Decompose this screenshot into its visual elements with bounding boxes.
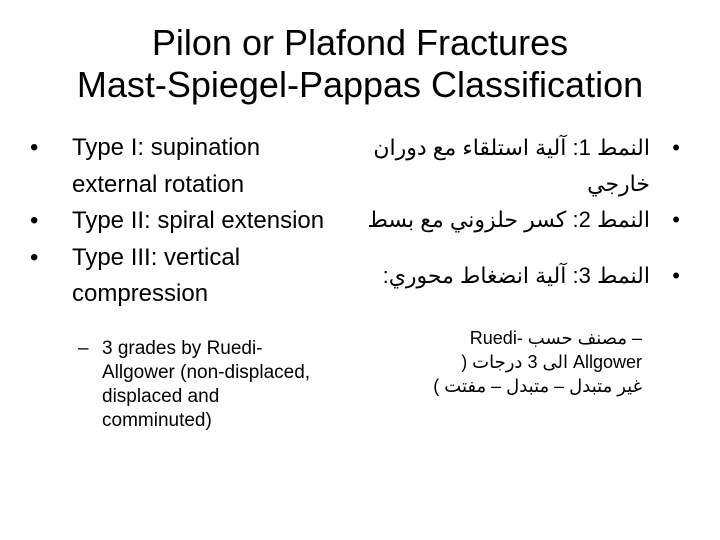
arabic-bullet-text: النمط 2: كسر حلزوني مع بسط xyxy=(367,207,650,232)
arabic-bullet-type-3 xyxy=(320,258,680,294)
sub-bullet-text: 3 grades by Ruedi-Allgower (non-displaced, displaced and comminuted) xyxy=(102,337,311,431)
arabic-bullet-type-2 xyxy=(320,202,680,238)
slide-title xyxy=(0,22,720,106)
bullet-text: Type I: supination external rotation xyxy=(72,134,261,198)
bullet-icon: • xyxy=(672,207,680,232)
arabic-sub-line-3: غير متبدل – متبدل – مفتت ) xyxy=(433,376,642,396)
arabic-bullet-text: النمط 3: آلية انضغاط محوري: xyxy=(382,263,650,288)
title-line-1: Pilon or Plafond Fractures xyxy=(151,22,569,63)
bullet-icon: • xyxy=(672,135,680,160)
bullet-type-1 xyxy=(26,130,326,203)
title-line-2: Mast-Spiegel-Pappas Classification xyxy=(76,64,644,105)
arabic-sub-bullet xyxy=(362,326,642,398)
arabic-sub-line-2: Allgower الى 3 درجات ( xyxy=(461,352,642,372)
arabic-sub-line-1: – مصنف حسب -Ruedi xyxy=(469,328,642,348)
bullet-icon: • xyxy=(30,207,39,234)
arabic-bullet-type-1 xyxy=(320,130,680,202)
bullet-icon: • xyxy=(30,134,39,161)
bullet-text: Type II: spiral extension xyxy=(72,207,325,234)
arabic-bullet-text: النمط 1: آلية استلقاء مع دوران خارجي xyxy=(373,135,650,196)
english-content xyxy=(26,130,326,433)
dash-icon: – xyxy=(78,337,89,359)
bullet-icon: • xyxy=(672,263,680,288)
bullet-icon: • xyxy=(30,243,39,271)
bullet-text: Type III: vertical compression xyxy=(72,243,241,307)
bullet-type-3 xyxy=(26,240,326,313)
arabic-content xyxy=(320,130,680,396)
bullet-type-2 xyxy=(26,203,326,240)
sub-bullet-grades xyxy=(26,337,322,433)
